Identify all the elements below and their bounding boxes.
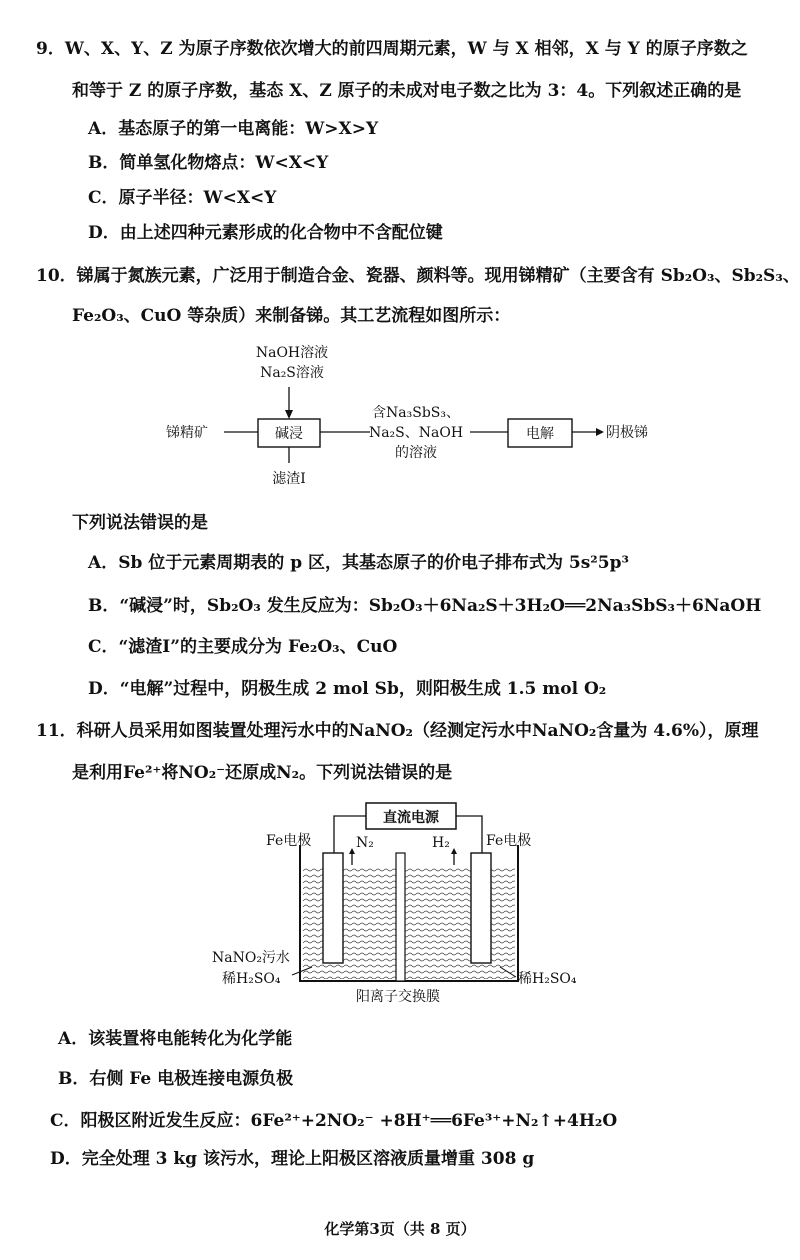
q10-option-c: C．“滤渣I”的主要成分为 Fe₂O₃、CuO [88, 637, 398, 657]
flow-reagent-2: Na₂S溶液 [260, 365, 324, 381]
q9-option-a: A．基态原子的第一电离能：W>X>Y [88, 119, 379, 139]
flow-product: 阴极锑 [606, 425, 648, 441]
reagent-arrow-head [285, 410, 293, 419]
cation-exchange-membrane [396, 853, 405, 981]
q9-option-d: D．由上述四种元素形成的化合物中不含配位键 [88, 223, 443, 243]
membrane-label: 阳离子交换膜 [356, 989, 440, 1005]
flow-solution-3: 的溶液 [395, 445, 437, 461]
q9-option-b: B．简单氢化物熔点：W<X<Y [88, 153, 329, 173]
flow-solution-2: Na₂S、NaOH [368, 425, 464, 441]
product-arrow-head [596, 428, 604, 436]
q11-stem-line2: 是利用Fe²⁺将NO₂⁻还原成N₂。下列说法错误的是 [72, 763, 453, 783]
q10-stem-line1: 10．锑属于氮族元素，广泛用于制造合金、瓷器、颜料等。现用锑精矿（主要含有 Sb₂O₃、Sb₂S₃、 [36, 266, 800, 286]
q10-option-d: D．“电解”过程中，阴极生成 2 mol Sb，则阳极生成 1.5 mol O₂ [88, 679, 607, 699]
flow-reagent-1: NaOH溶液 [255, 345, 329, 361]
q11-apparatus-diagram [0, 795, 800, 1010]
flow-residue: 滤渣I [272, 471, 306, 487]
q10-option-a: A．Sb 位于元素周期表的 p 区，其基态原子的价电子排布式为 5s²5p³ [88, 553, 629, 573]
q10-flow-diagram [0, 335, 800, 495]
power-source-label: 直流电源 [383, 810, 439, 826]
right-wire [456, 816, 482, 853]
flow-input: 锑精矿 [166, 425, 208, 441]
left-electrode-label: Fe电极 [266, 833, 312, 849]
gas-right-label: H₂ [432, 835, 450, 851]
flow-step-1: 碱浸 [275, 426, 303, 442]
gas-left-label: N₂ [356, 835, 374, 851]
q9-stem-line1: 9．W、X、Y、Z 为原子序数依次增大的前四周期元素，W 与 X 相邻，X 与 Y 的原子序数之 [36, 39, 748, 59]
q11-option-b: B．右侧 Fe 电极连接电源负极 [58, 1069, 294, 1089]
n2-arrow-head [349, 848, 355, 854]
q10-prompt: 下列说法错误的是 [72, 513, 208, 533]
q10-option-b: B．“碱浸”时，Sb₂O₃ 发生反应为：Sb₂O₃＋6Na₂S＋3H₂O══2Na₃SbS₃＋6NaOH [88, 596, 762, 616]
left-solution-label-1: NaNO₂污水 [212, 950, 290, 966]
q11-option-a: A．该装置将电能转化为化学能 [58, 1029, 293, 1049]
right-fe-electrode [471, 853, 491, 963]
flow-step-2: 电解 [526, 426, 554, 442]
left-fe-electrode [323, 853, 343, 963]
page-footer: 化学第3页（共 8 页） [324, 1220, 476, 1238]
flow-solution-1: 含Na₃SbS₃、 [372, 405, 460, 421]
q9-stem-line2: 和等于 Z 的原子序数，基态 X、Z 原子的未成对电子数之比为 3：4。下列叙述正确的是 [72, 81, 742, 101]
q9-option-c: C．原子半径：W<X<Y [88, 188, 277, 208]
q11-option-c: C．阳极区附近发生反应：6Fe²⁺+2NO₂⁻ +8H⁺══6Fe³⁺+N₂↑+4H₂O [50, 1111, 618, 1131]
q10-stem-line2: Fe₂O₃、CuO 等杂质）来制备锑。其工艺流程如图所示： [72, 306, 511, 326]
h2-arrow-head [451, 848, 457, 854]
right-solution-label: 稀H₂SO₄ [518, 971, 577, 987]
right-electrode-label: Fe电极 [486, 833, 532, 849]
left-solution-label-2: 稀H₂SO₄ [222, 971, 281, 987]
q11-option-d: D．完全处理 3 kg 该污水，理论上阳极区溶液质量增重 308 g [50, 1149, 535, 1169]
q11-stem-line1: 11．科研人员采用如图装置处理污水中的NaNO₂（经测定污水中NaNO₂含量为 4.6%），原理 [36, 721, 759, 741]
